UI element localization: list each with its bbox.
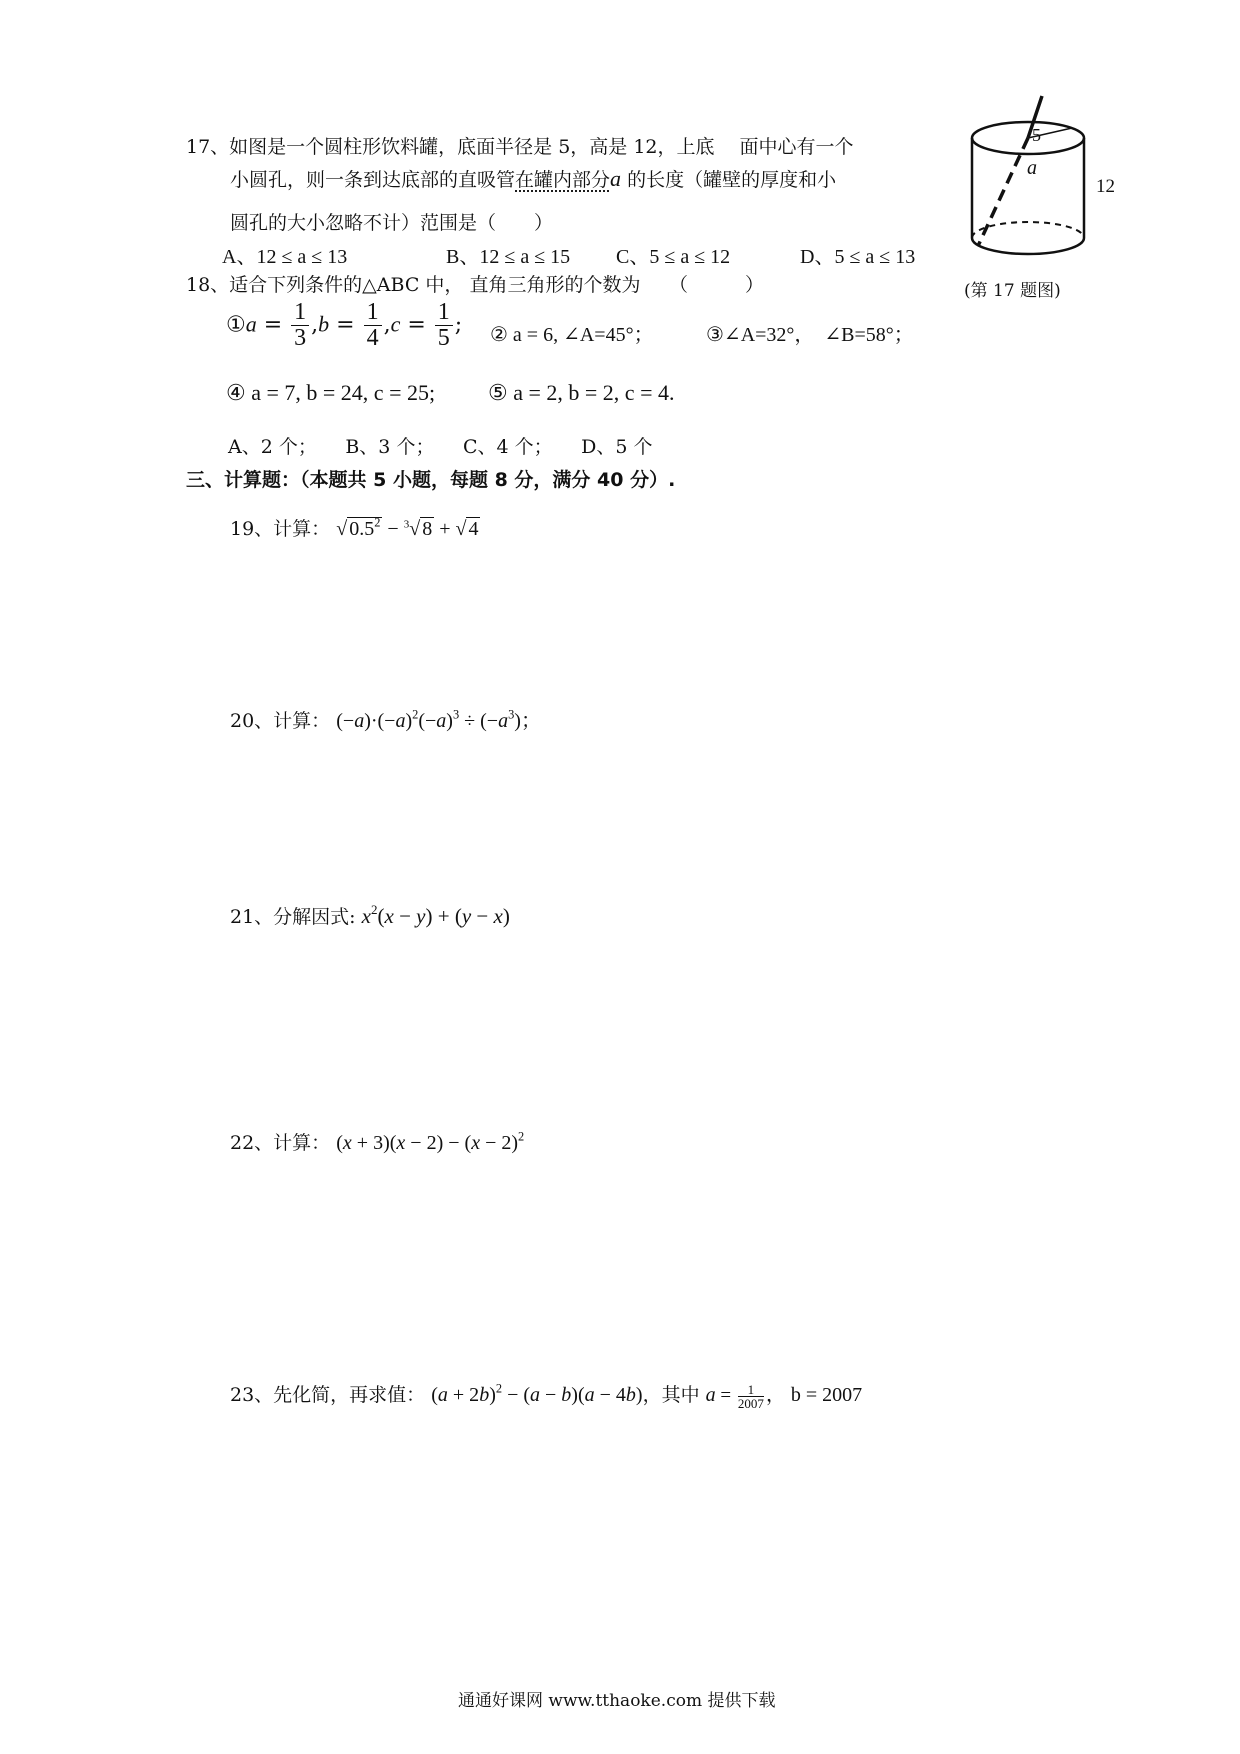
q20-expression: $(-a)\cdot(-a)^2(-a)^3 \div (-a^3)$； xyxy=(336,707,541,732)
q21-expression: $x^2(x - y) + (y - x)$ xyxy=(361,901,510,928)
footer-text: 通通好课网 www.tthaoke.com 提供下载 xyxy=(458,1691,776,1711)
q23-b-value: ， b = 2007 xyxy=(765,1384,863,1406)
q18-c1-frac-a: $\frac{1}{3}$ xyxy=(291,300,309,351)
q18-c1-frac-b: $\frac{1}{4}$ xyxy=(364,300,382,351)
q17-option-a: A、12 ≤ a ≤ 13 xyxy=(222,246,348,268)
q18-condition-2: ② a = 6, ∠A=45°； xyxy=(490,324,654,346)
q23-where: ，其中 xyxy=(642,1384,700,1406)
q17-line2-emphasis: 在罐内部分 xyxy=(515,169,611,191)
q23-a-num: 1 xyxy=(738,1383,764,1398)
q23-expression: $(a + 2b)^2 - (a - b)(a - 4b)$ xyxy=(431,1381,643,1406)
q23-a-den: 2007 xyxy=(737,1396,764,1412)
q20 xyxy=(230,704,541,733)
q23-label: 23、先化简，再求值： xyxy=(230,1384,426,1406)
q23-a-value: a = $\frac{1}{2007}$ xyxy=(705,1381,764,1412)
q17-line2-a: 小圆孔，则一条到达底部的直吸管 xyxy=(230,169,516,191)
figure-a-label: a xyxy=(1027,157,1037,179)
q18-c1-frac-c: $\frac{1}{5}$ xyxy=(435,300,453,351)
q17-var-a: a xyxy=(610,166,622,191)
q20-label: 20、计算： xyxy=(230,710,331,732)
q22 xyxy=(230,1128,524,1155)
q19 xyxy=(230,514,480,541)
section3-title: 三、计算题：（本题共 5 小题，每题 8 分，满分 40 分）. xyxy=(186,469,676,491)
q18-condition-1: ①a = $\frac{1}{3}$ ,b = $\frac{1}{4}$ ,c = $\frac{1}{5}$ ; xyxy=(226,299,463,352)
cylinder-bottom-back xyxy=(972,222,1084,238)
q18-condition-4: ④ a = 7, b = 24, c = 25; xyxy=(226,380,436,405)
q18-options: A、2 个； B、3 个； C、4 个； D、5 个 xyxy=(228,436,653,458)
cylinder-figure xyxy=(960,90,1120,260)
figure-height-label: 12 xyxy=(1096,176,1115,197)
q19-expression: √ $0.5^2 - ^3√$ 8 + √ 4 xyxy=(336,515,479,540)
q23 xyxy=(230,1378,862,1411)
q18-condition-5: ⑤ a = 2, b = 2, c = 4. xyxy=(488,380,675,405)
figure-caption: (第 17 题图) xyxy=(964,281,1061,301)
q17-option-d: D、5 ≤ a ≤ 13 xyxy=(800,246,916,268)
q17-line1: 17、如图是一个圆柱形饮料罐，底面半径是 5，高是 12，上底 面中心有一个 xyxy=(186,136,854,158)
q17-line2-c: 的长度（罐壁的厚度和小 xyxy=(621,169,837,191)
q18-condition-3: ③∠A=32°， ∠B=58°； xyxy=(706,324,914,346)
q17-line2 xyxy=(230,165,836,192)
q18-line1: 18、适合下列条件的△ABC 中， 直角三角形的个数为 （ ） xyxy=(186,274,764,296)
q22-label: 22、计算： xyxy=(230,1132,331,1154)
q17-line3: 圆孔的大小忽略不计）范围是（ ） xyxy=(230,212,554,234)
q21 xyxy=(230,902,510,929)
q17-option-b: B、12 ≤ a ≤ 15 xyxy=(446,246,571,268)
q19-label: 19、计算： xyxy=(230,518,331,540)
cylinder-bottom-front xyxy=(972,238,1084,254)
q18-c1-mark: ① xyxy=(226,312,246,338)
q17-option-c: C、5 ≤ a ≤ 12 xyxy=(616,246,731,268)
q22-expression: $(x + 3)(x - 2) - (x - 2)^2$ xyxy=(336,1129,525,1154)
figure-radius-label: 5 xyxy=(1032,125,1041,145)
straw-inside xyxy=(978,138,1028,246)
q21-label: 21、分解因式: xyxy=(230,906,356,928)
